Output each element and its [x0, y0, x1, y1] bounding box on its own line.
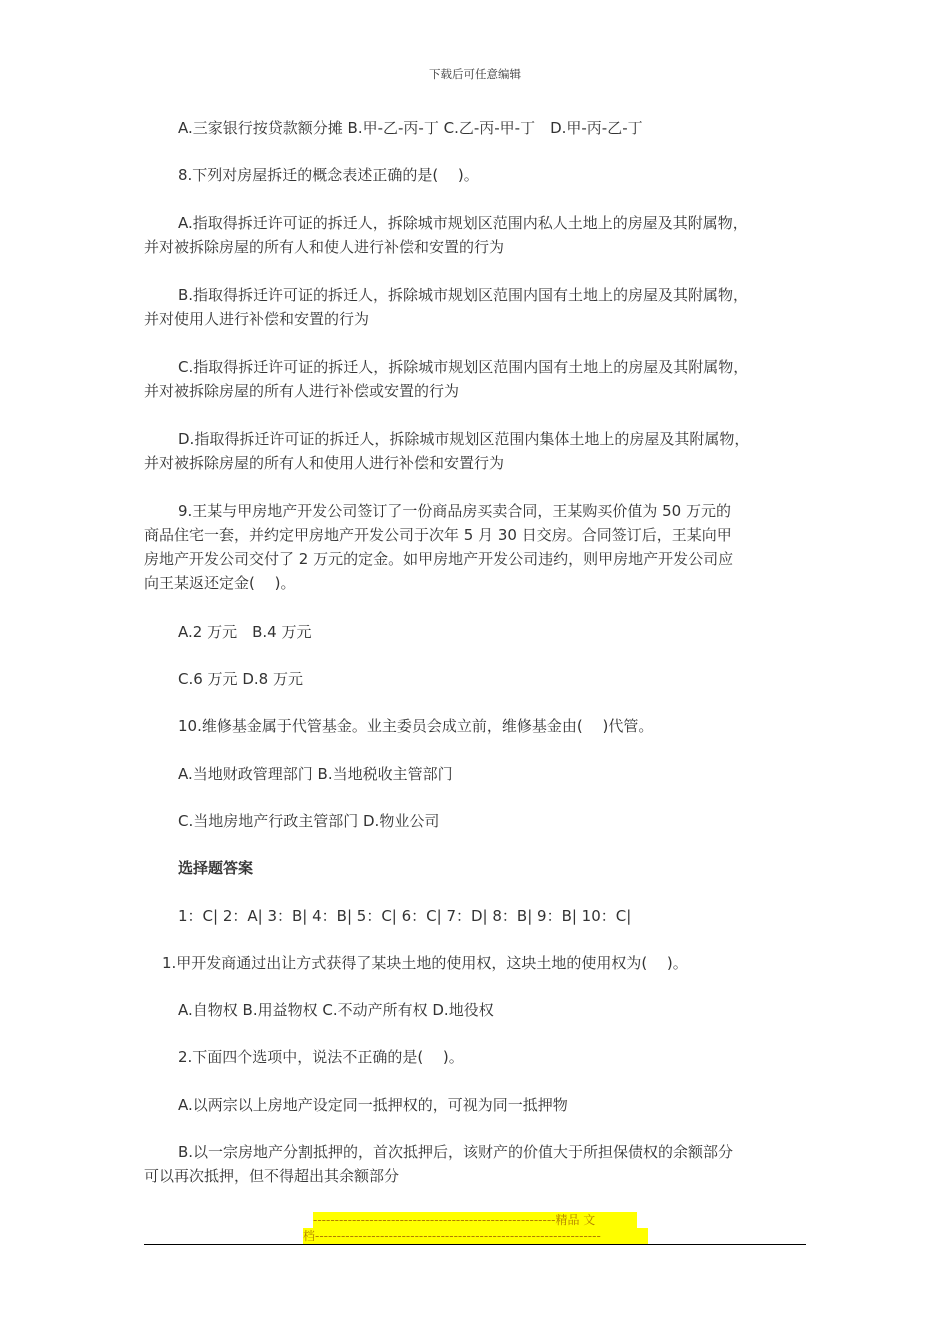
option-line: D.指取得拆迁许可证的拆迁人，拆除城市规划区范围内集体土地上的房屋及其附属物， [178, 430, 750, 448]
question-9-continued: 商品住宅一套，并约定甲房地产开发公司于次年 5 月 30 日交房。合同签订后，王某向甲 [144, 526, 732, 544]
page-header: 下载后可任意编辑 [429, 67, 521, 81]
question-8: 8.下列对房屋拆迁的概念表述正确的是( )。 [178, 166, 479, 184]
answer-key: 1：C| 2：A| 3：B| 4：B| 5：C| 6：C| 7：D| 8：B| 9：B| 10：C| [178, 907, 632, 925]
option-line: A.以两宗以上房地产设定同一抵押权的，可视为同一抵押物 [178, 1096, 568, 1114]
option-line: A.指取得拆迁许可证的拆迁人，拆除城市规划区范围内私人土地上的房屋及其附属物， [178, 214, 748, 232]
option-line: A.当地财政管理部门 B.当地税收主管部门 [178, 765, 453, 783]
option-line: C.指取得拆迁许可证的拆迁人，拆除城市规划区范围内国有土地上的房屋及其附属物， [178, 358, 749, 376]
question-1: 1.甲开发商通过出让方式获得了某块土地的使用权，这块土地的使用权为( )。 [162, 954, 688, 972]
question-10: 10.维修基金属于代管基金。业主委员会成立前，维修基金由( )代管。 [178, 717, 654, 735]
question-9-continued: 向王某返还定金( )。 [144, 574, 296, 592]
option-line-continued: 可以再次抵押，但不得超出其余额部分 [144, 1167, 400, 1185]
option-line-continued: 并对被拆除房屋的所有人和使人进行补偿和安置的行为 [144, 238, 505, 256]
option-line: A.2 万元 B.4 万元 [178, 623, 312, 641]
question-9: 9.王某与甲房地产开发公司签订了一份商品房买卖合同，王某购买价值为 50 万元的 [178, 502, 731, 520]
question-9-continued: 房地产开发公司交付了 2 万元的定金。如甲房地产开发公司违约，则甲房地产开发公司应 [144, 550, 734, 568]
question-2: 2.下面四个选项中，说法不正确的是( )。 [178, 1048, 464, 1066]
option-line: B.以一宗房地产分割抵押的，首次抵押后，该财产的价值大于所担保债权的余额部分 [178, 1143, 734, 1161]
option-line-continued: 并对使用人进行补偿和安置的行为 [144, 310, 370, 328]
footer-watermark-line1: --------------------------------------------------------精品 文 [313, 1212, 637, 1228]
option-line: A.三家银行按贷款额分摊 B.甲-乙-丙-丁 C.乙-丙-甲-丁 D.甲-丙-乙-丁 [178, 119, 643, 137]
option-line-continued: 并对被拆除房屋的所有人进行补偿或安置的行为 [144, 382, 460, 400]
option-line-continued: 并对被拆除房屋的所有人和使用人进行补偿和安置行为 [144, 454, 505, 472]
answer-heading: 选择题答案 [178, 859, 254, 877]
option-line: C.当地房地产行政主管部门 D.物业公司 [178, 812, 440, 830]
footer-divider [144, 1244, 806, 1245]
option-line: B.指取得拆迁许可证的拆迁人，拆除城市规划区范围内国有土地上的房屋及其附属物， [178, 286, 749, 304]
option-line: C.6 万元 D.8 万元 [178, 670, 303, 688]
option-line: A.自物权 B.用益物权 C.不动产所有权 D.地役权 [178, 1001, 494, 1019]
footer-watermark-line2: 档------------------------------------------------------------------ [303, 1228, 648, 1244]
